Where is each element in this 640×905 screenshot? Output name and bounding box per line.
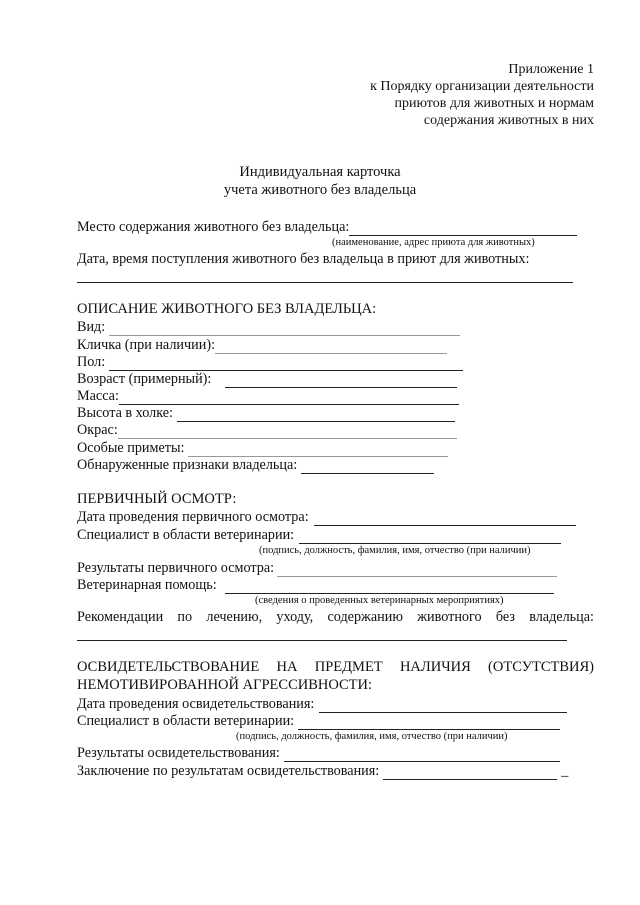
primary-specialist-note: (подпись, должность, фамилия, имя, отчество (при наличии): [259, 545, 531, 556]
conclusion-row: [77, 763, 568, 780]
aggression-specialist-label: Специалист в области ветеринарии:: [77, 713, 295, 729]
weight-field[interactable]: [119, 391, 459, 405]
aggression-heading-line-1: ОСВИДЕТЕЛЬСТВОВАНИЕ НА ПРЕДМЕТ НАЛИЧИЯ (ОТСУТСТВИЯ): [77, 659, 594, 675]
aggression-specialist-note: (подпись, должность, фамилия, имя, отчество (при наличии): [236, 731, 508, 742]
place-field[interactable]: [349, 222, 577, 236]
appendix-line-4: содержания животных в них: [423, 113, 594, 128]
color-row: [77, 422, 457, 439]
age-label: Возраст (примерный):: [77, 371, 212, 387]
primary-date-field[interactable]: [314, 512, 576, 526]
sex-label: Пол:: [77, 354, 106, 370]
arrival-date-row: [77, 251, 529, 268]
vet-help-label: Ветеринарная помощь:: [77, 577, 217, 593]
primary-specialist-row: [77, 527, 561, 544]
age-row: [77, 371, 457, 388]
recommendations-label: Рекомендации по лечению, уходу, содержанию животного без владельца:: [77, 609, 594, 625]
marks-field[interactable]: [188, 443, 448, 457]
appendix-line-3: приютов для животных и нормам: [394, 96, 594, 111]
owner-signs-label: Обнаруженные признаки владельца:: [77, 457, 298, 473]
age-field[interactable]: [225, 374, 457, 388]
conclusion-label: Заключение по результатам освидетельствования:: [77, 763, 380, 779]
primary-date-row: [77, 509, 576, 526]
primary-date-label: Дата проведения первичного осмотра:: [77, 509, 309, 525]
primary-specialist-field[interactable]: [299, 530, 561, 544]
aggression-date-field[interactable]: [319, 699, 567, 713]
color-field[interactable]: [118, 425, 457, 439]
appendix-line-1: Приложение 1: [508, 62, 594, 77]
marks-row: [77, 440, 448, 457]
aggression-date-row: [77, 696, 567, 713]
owner-signs-field[interactable]: [301, 460, 434, 474]
color-label: Окрас:: [77, 422, 118, 438]
species-label: Вид:: [77, 319, 106, 335]
arrival-date-label: Дата, время поступления животного без владельца в приют для животных:: [77, 251, 530, 267]
recommendations-field[interactable]: [77, 640, 567, 641]
primary-exam-heading: ПЕРВИЧНЫЙ ОСМОТР:: [77, 491, 237, 507]
title-line-2: учета животного без владельца: [223, 182, 417, 198]
appendix-line-2: к Порядку организации деятельности: [370, 79, 594, 94]
title-line-1: Индивидуальная карточка: [239, 164, 401, 180]
aggression-results-label: Результаты освидетельствования:: [77, 745, 280, 761]
primary-results-field[interactable]: [277, 563, 557, 577]
nickname-label: Кличка (при наличии):: [77, 337, 216, 353]
conclusion-tail: _: [561, 763, 569, 779]
appendix-header: [370, 61, 594, 129]
place-row: [77, 219, 577, 236]
vet-help-field[interactable]: [225, 580, 554, 594]
vet-help-note: (сведения о проведенных ветеринарных мероприятиях): [255, 595, 504, 606]
sex-field[interactable]: [109, 357, 463, 371]
owner-signs-row: [77, 457, 434, 474]
weight-row: [77, 388, 459, 405]
nickname-row: [77, 337, 447, 354]
species-row: [77, 319, 460, 336]
height-row: [77, 405, 455, 422]
description-heading: ОПИСАНИЕ ЖИВОТНОГО БЕЗ ВЛАДЕЛЬЦА:: [77, 301, 377, 317]
aggression-specialist-field[interactable]: [298, 716, 560, 730]
sex-row: [77, 354, 463, 371]
aggression-heading-line-2: НЕМОТИВИРОВАННОЙ АГРЕССИВНОСТИ:: [77, 677, 373, 693]
aggression-date-label: Дата проведения освидетельствования:: [77, 696, 315, 712]
height-label: Высота в холке:: [77, 405, 173, 421]
marks-label: Особые приметы:: [77, 440, 185, 456]
nickname-field[interactable]: [215, 340, 447, 354]
document-title: [0, 163, 640, 199]
arrival-date-field[interactable]: [77, 282, 573, 283]
primary-specialist-label: Специалист в области ветеринарии:: [77, 527, 295, 543]
primary-results-row: [77, 560, 557, 577]
species-field[interactable]: [109, 322, 460, 336]
conclusion-field[interactable]: [383, 766, 557, 780]
primary-results-label: Результаты первичного осмотра:: [77, 560, 275, 576]
aggression-results-field[interactable]: [284, 748, 560, 762]
vet-help-row: [77, 577, 554, 594]
place-note: (наименование, адрес приюта для животных): [332, 237, 535, 248]
weight-label: Масса:: [77, 388, 119, 404]
place-label: Место содержания животного без владельца:: [77, 219, 350, 235]
aggression-specialist-row: [77, 713, 560, 730]
height-field[interactable]: [177, 408, 455, 422]
aggression-results-row: [77, 745, 560, 762]
